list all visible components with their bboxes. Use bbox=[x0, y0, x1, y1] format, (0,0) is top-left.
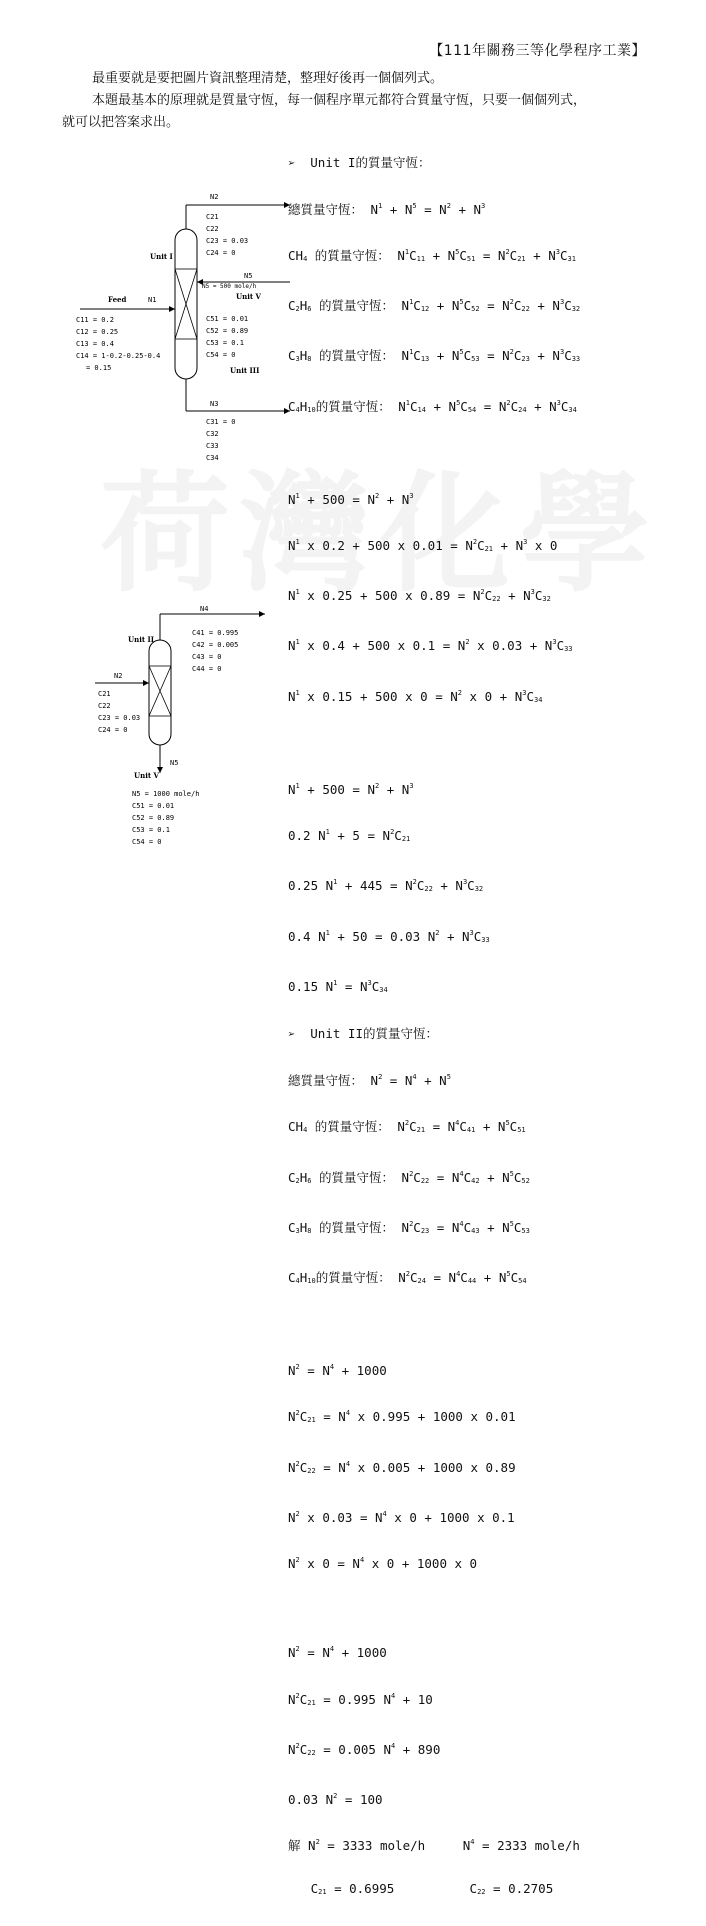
feed-comp-1: C11 = 0.2 bbox=[76, 316, 114, 324]
unit2-bottom-comp-4: C54 = 0 bbox=[132, 838, 162, 846]
unit2-bottom-rate: N5 = 1000 mole/h bbox=[132, 790, 200, 798]
top-comp-1: C21 bbox=[206, 213, 219, 221]
eq-line: $C_3H_8$ 的質量守恆： $N^2C_{23} = N^4C_{43} + N^5C_{53}$ bbox=[288, 1219, 530, 1235]
bottom-comp-3: C33 bbox=[206, 442, 219, 450]
intro-line-2: 本題最基本的原理就是質量守恆，每一個程序單元都符合質量守恆，只要一個個列式， bbox=[92, 93, 587, 108]
unit3-label: Unit III bbox=[230, 366, 260, 375]
eq-line: $N^2C_{21} = N^4$ x 0.995 + 1000 x 0.01 bbox=[288, 1409, 516, 1425]
feed-label: Feed bbox=[108, 295, 127, 304]
unit2-bottom-comp-3: C53 = 0.1 bbox=[132, 826, 170, 834]
eq-line: $N^2C_{22} = N^4$ x 0.005 + 1000 x 0.89 bbox=[288, 1459, 516, 1475]
unit2-top-comp-4: C44 = 0 bbox=[192, 665, 222, 673]
unit2-top-stream-label: N4 bbox=[200, 605, 209, 613]
eq-line: $C_2H_6$ 的質量守恆： $N^1C_{12} + N^5C_{52} = N^2C_{22} + N^3C_{32}$ bbox=[288, 298, 581, 314]
bottom-comp-1: C31 = 0 bbox=[206, 418, 236, 426]
side-comp-3: C53 = 0.1 bbox=[206, 339, 244, 347]
eq-line: $N^2 = N^4 + 1000$ bbox=[288, 1645, 387, 1661]
unit2-top-comp-1: C41 = 0.995 bbox=[192, 629, 239, 637]
bottom-stream-label: N3 bbox=[210, 400, 219, 408]
eq-line: 0.4 $N^1 + 50 = 0.03$ $N^2 + N^3C_{33}$ bbox=[288, 928, 490, 944]
unit2-bottom-comp-1: C51 = 0.01 bbox=[132, 802, 175, 810]
side-comp-4: C54 = 0 bbox=[206, 351, 236, 359]
top-comp-2: C22 bbox=[206, 225, 219, 233]
side-comp-1: C51 = 0.01 bbox=[206, 315, 249, 323]
unit2-top-comp-3: C43 = 0 bbox=[192, 653, 222, 661]
solution-line: 解 $N^2 = 3333$ mole/h $N^4 = 2333$ mole/h bbox=[288, 1838, 580, 1854]
feed-comp-3: C13 = 0.4 bbox=[76, 340, 114, 348]
unit2-feed-comp-1: C21 bbox=[98, 690, 111, 698]
intro-line-3: 就可以把答案求出。 bbox=[62, 115, 180, 130]
eq-line: $C_3H_8$ 的質量守恆： $N^1C_{13} + N^5C_{53} = N^2C_{23} + N^3C_{33}$ bbox=[288, 348, 581, 364]
eq-line: $N^1$ x 0.25 + 500 x $0.89 = N^2C_{22} + N^3C_{32}$ bbox=[288, 588, 551, 604]
unit5-label: Unit V bbox=[236, 292, 261, 301]
eq-line: 0.03 $N^2 = 100$ bbox=[288, 1791, 383, 1807]
eq-line: 0.2 $N^1 + 5 = N^2C_{21}$ bbox=[288, 828, 411, 844]
unit1-heading: ➢ Unit I的質量守恆： bbox=[288, 154, 431, 170]
top-comp-3: C23 = 0.03 bbox=[206, 237, 249, 245]
side-stream-label: N5 bbox=[244, 272, 253, 280]
unit2-feed-comp-3: C23 = 0.03 bbox=[98, 714, 141, 722]
eq-line: $N^2C_{22} = 0.005$ $N^4 + 890$ bbox=[288, 1741, 441, 1757]
unit1-top-stream-label: N2 bbox=[210, 193, 219, 201]
eq-line: $C_4H_{10}$的質量守恆： $N^2C_{24} = N^4C_{44} + N^5C_{54}$ bbox=[288, 1269, 527, 1285]
unit2-top-comp-2: C42 = 0.005 bbox=[192, 641, 239, 649]
eq-line: $N^2 = N^4 + 1000$ bbox=[288, 1363, 387, 1379]
unit2-heading: ➢ Unit II的質量守恆： bbox=[288, 1025, 438, 1041]
feed-comp-4: C14 = 1-0.2-0.25-0.4 bbox=[76, 352, 161, 360]
equations-column bbox=[288, 130, 580, 1926]
unit2-bottom-comp-2: C52 = 0.89 bbox=[132, 814, 175, 822]
eq-line: 總質量守恆： $N^2 = N^4 + N^5$ bbox=[288, 1073, 451, 1089]
top-comp-4: C24 = 0 bbox=[206, 249, 236, 257]
eq-line: $N^2$ x $0 = N^4$ x 0 + 1000 x 0 bbox=[288, 1556, 478, 1572]
unit2-bottom-stream-label: N5 bbox=[170, 759, 179, 767]
solution-line: $C_{21} = 0.6995$ $C_{22} = 0.2705$ bbox=[288, 1881, 554, 1897]
bottom-comp-2: C32 bbox=[206, 430, 219, 438]
feed-comp-5: = 0.15 bbox=[86, 364, 112, 372]
bottom-comp-4: C34 bbox=[206, 454, 219, 460]
unit2-feed-stream-label: N2 bbox=[114, 672, 123, 680]
eq-line: $C_2H_6$ 的質量守恆： $N^2C_{22} = N^4C_{42} + N^5C_{52}$ bbox=[288, 1169, 530, 1185]
eq-line: 0.25 $N^1 + 445 = N^2C_{22} + N^3C_{32}$ bbox=[288, 878, 484, 894]
eq-line: $N^2C_{21} = 0.995$ $N^4 + 10$ bbox=[288, 1691, 433, 1707]
unit2-feed-comp-4: C24 = 0 bbox=[98, 726, 128, 734]
eq-line: $CH_4$ 的質量守恆： $N^2C_{21} = N^4C_{41} + N^5C_{51}$ bbox=[288, 1119, 526, 1135]
feed-comp-2: C12 = 0.25 bbox=[76, 328, 119, 336]
eq-line: $N^2$ x $0.03 = N^4$ x 0 + 1000 x 0.1 bbox=[288, 1509, 515, 1525]
unit2-unit5-label: Unit V bbox=[134, 771, 159, 780]
eq-line: $N^1$ x 0.2 + 500 x $0.01 = N^2C_{21} + N^3$ x 0 bbox=[288, 538, 558, 554]
eq-line: $N^1$ x 0.4 + 500 x $0.1 = N^2$ x $0.03 + N^3C_{33}$ bbox=[288, 638, 573, 654]
side-rate: N5 = 500 mole/h bbox=[202, 283, 257, 290]
unit1-label: Unit I bbox=[150, 252, 173, 261]
eq-line: 0.15 $N^1 = N^3C_{34}$ bbox=[288, 978, 388, 994]
eq-line: $C_4H_{10}$的質量守恆： $N^1C_{14} + N^5C_{54} = N^2C_{24} + N^3C_{34}$ bbox=[288, 398, 577, 414]
unit2-feed-comp-2: C22 bbox=[98, 702, 111, 710]
eq-line: $N^1 + 500 = N^2 + N^3$ bbox=[288, 782, 414, 798]
feed-stream-label: N1 bbox=[148, 296, 157, 304]
unit-1-diagram bbox=[60, 185, 290, 460]
page-header: 【111年關務三等化學程序工業】 bbox=[429, 43, 646, 59]
side-comp-2: C52 = 0.89 bbox=[206, 327, 249, 335]
eq-line: $N^1 + 500 = N^2 + N^3$ bbox=[288, 491, 414, 507]
eq-line: $N^1$ x 0.15 + 500 x $0 = N^2$ x $0 + N^3C_{34}$ bbox=[288, 688, 543, 704]
eq-line: $CH_4$ 的質量守恆： $N^1C_{11} + N^5C_{51} = N^2C_{21} + N^3C_{31}$ bbox=[288, 247, 576, 263]
unit2-label: Unit II bbox=[128, 635, 155, 644]
intro-line-1: 最重要就是要把圖片資訊整理清楚，整理好後再一個個列式。 bbox=[92, 71, 444, 86]
eq-line: 總質量守恆： $N^1 + N^5 = N^2 + N^3$ bbox=[288, 201, 486, 217]
unit-2-diagram bbox=[90, 600, 290, 860]
